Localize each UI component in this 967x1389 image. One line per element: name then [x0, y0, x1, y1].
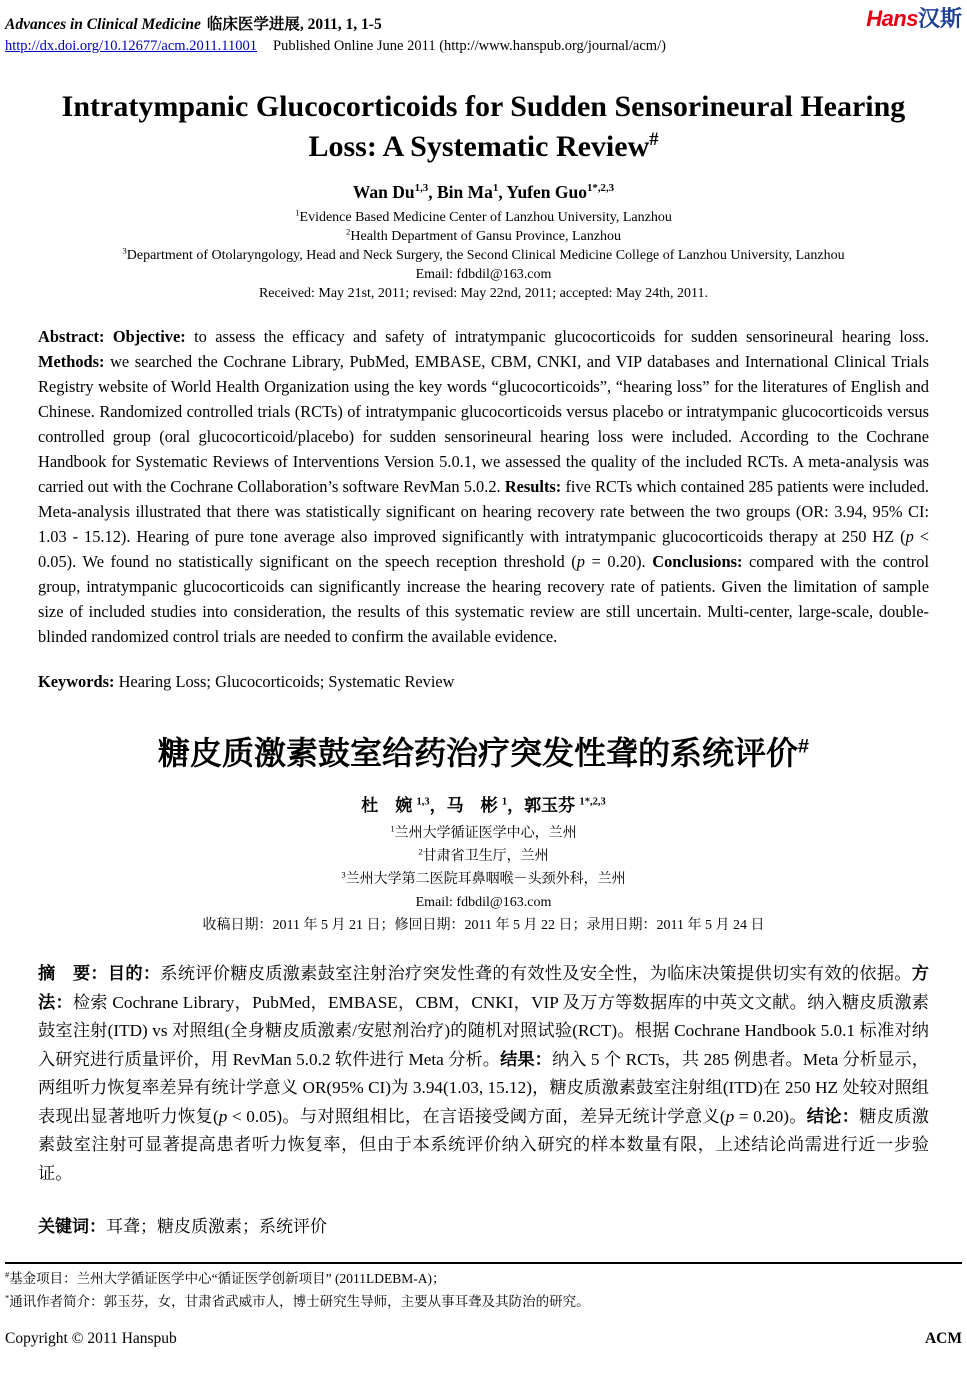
footnote-separator — [5, 1262, 962, 1264]
page-header — [5, 8, 962, 34]
zh-authors-line: 杜 婉 $^{1,3}$，马 彬 $^1$，郭玉芬 $^{1*,2,3}$ — [361, 796, 606, 815]
zh-affiliation-line: $^2$甘肃省卫生厅，兰州 — [418, 846, 549, 864]
fund-footnote: #基金项目：兰州大学循证医学中心“循证医学创新项目” (2011LDEBM-A)； — [5, 1270, 446, 1286]
page-footer — [5, 1330, 962, 1348]
journal-name: Advances in Clinical Medicine — [5, 16, 201, 33]
affiliation-line: $^1$Evidence Based Medicine Center of Lanzhou University, Lanzhou — [295, 207, 672, 225]
affiliation-line: $^2$Health Department of Gansu Province, Lanzhou — [346, 226, 621, 244]
email-line: Email: fdbdil@163.com — [415, 267, 552, 282]
doi-link[interactable]: http://dx.doi.org/10.12677/acm.2011.11001 — [5, 38, 257, 54]
page-title: Intratympanic Glucocorticoids for Sudden Sensorineural Hearing Loss: A Systematic Review# — [61, 90, 906, 163]
affiliation-line: $^3$Department of Otolaryngology, Head and Neck Surgery, the Second Clinical Medicine College of Lanzhou University, Lanzhou — [122, 245, 845, 263]
zh-abstract-paragraph: 摘 要：目的：系统评价糖皮质激素鼓室注射治疗突发性聋的有效性及安全性，为临床决策提供切实有效的依据。方法：检索 Cochrane Library，PubMed，EMBASE，CBM，CNKI，VIP 及万方等数据库的中英文文献。纳入糖皮质激素鼓室注射(ITD) vs 对照组(全身糖皮质激素/安慰剂治疗)的随机对照试验(RCT)。根据 Cochrane Handbook 5.0.1 标准对纳入研究进行质量评价，用 RevMan 5.0.2 软件进行 Meta 分析。结果：纳入 5 个 RCTs，共 285 例患者。Meta 分析显示，两组听力恢复率差异有统计学意义 OR(95% CI)为 3.94(1.03, 15.12)，糖皮质激素鼓室注射组(ITD)在 250 HZ 处较对照组表现出显著地听力恢复(p < 0.05)。与对照组相比，在言语接受阈方面，差异无统计学意义(p = 0.20)。结论：糖皮质激素鼓室注射可显著提高患者听力恢复率，但由于本系统评价纳入研究的样本数量有限，上述结论尚需进行近一步验证。 — [38, 964, 929, 1183]
affiliations-block — [38, 208, 929, 303]
hanspub-logo-latin: Hans — [866, 6, 918, 31]
zh-email-line: Email: fdbdil@163.com — [415, 895, 552, 910]
abstract-paragraph: Abstract: Objective: to assess the efficacy and safety of intratympanic glucocorticoids for sudden sensorineural hearing loss. Methods: we searched the Cochrane Library, PubMed, EMBASE, CBM, CNKI, and VIP databases and International Clinical Trials Registry website of World Health Organization using the key words “glucocorticoids”, “hearing loss” for the literatures of English and Chinese. Randomized controlled trials (RCTs) of intratympanic glucocorticoids versus placebo or intratympanic glucocorticoids versus controlled group (oral glucocorticoid/placebo) for sudden sensorineural hearing loss were included. According to the Cochrane Handbook for Systematic Reviews of Interventions Version 5.0.1, we assessed the quality of the included RCTs. A meta-analysis was carried out with the Cochrane Collaboration’s software RevMan 5.0.2. Results: five RCTs which contained 285 patients were included. Meta-analysis illustrated that there was statistically significant on hearing recovery rate between the two groups (OR: 3.94, 95% CI: 1.03 - 15.12). Hearing of pure tone average also improved significantly with intratympanic glucocorticoids therapy at 250 HZ (p < 0.05). We found no statistically significant on the speech reception threshold (p = 0.20). Conclusions: compared with the control group, intratympanic glucocorticoids can significantly increase the hearing recovery rate of patients. Given the limitation of sample size of included studies into consideration, the results of this systematic review are still uncertain. Multi-center, large-scale, double-blinded randomized control trials are needed to confirm the available evidence. — [38, 327, 930, 646]
published-info: Published Online June 2011 (http://www.hanspub.org/journal/acm/) — [273, 38, 666, 54]
zh-affiliation-line: $^1$兰州大学循证医学中心，兰州 — [390, 823, 577, 841]
hanspub-logo — [866, 8, 962, 30]
journal-abbr: ACM — [924, 1330, 962, 1347]
zh-dates-line: 收稿日期：2011 年 5 月 21 日；修回日期：2011 年 5 月 22 日；录用日期：2011 年 5 月 24 日 — [202, 918, 765, 933]
journal-issue: 临床医学进展, 2011, 1, 1-5 — [206, 16, 382, 33]
zh-affiliation-line: $^3$兰州大学第二医院耳鼻咽喉－头颈外科，兰州 — [341, 869, 626, 887]
authors-line: Wan Du$^{1,3}$, Bin Ma$^1$, Yufen Guo$^{1*,2,3}$ — [352, 182, 615, 202]
corresponding-author-footnote: *通讯作者简介：郭玉芬，女，甘肃省武威市人，博士研究生导师，主要从事耳聋及其防治的研究。 — [5, 1293, 590, 1309]
received-line: Received: May 21st, 2011; revised: May 22nd, 2011; accepted: May 24th, 2011. — [258, 286, 709, 301]
doi-line — [5, 38, 962, 55]
hanspub-logo-cjk: 汉斯 — [917, 6, 962, 31]
footnotes-block — [5, 1267, 962, 1313]
zh-title: 糖皮质激素鼓室给药治疗突发性聋的系统评价# — [157, 735, 810, 771]
keywords-line: Keywords: Hearing Loss; Glucocorticoids; Systematic Review — [38, 672, 455, 691]
article-body — [38, 87, 929, 1237]
zh-keywords-line: 关键词：耳聋；糖皮质激素；系统评价 — [38, 1217, 327, 1236]
copyright-text: Copyright © 2011 Hanspub — [5, 1330, 177, 1347]
zh-affiliations-block — [38, 822, 929, 937]
journal-line — [5, 8, 382, 34]
